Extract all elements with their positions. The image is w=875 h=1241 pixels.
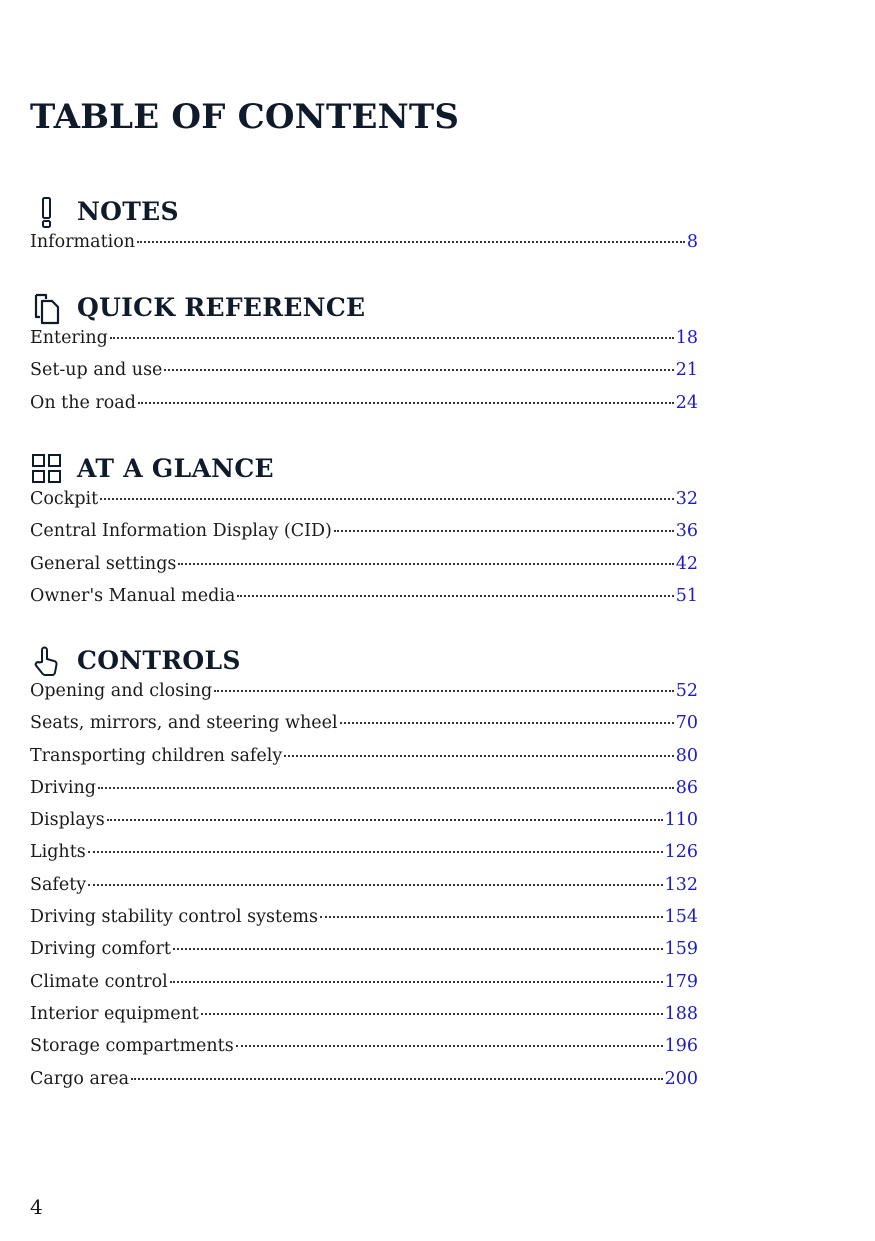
toc-page-link[interactable]: 8 bbox=[686, 232, 698, 252]
section-at-a-glance bbox=[30, 449, 698, 618]
toc-page-link[interactable]: 32 bbox=[675, 489, 698, 509]
toc-entry-label: Driving comfort bbox=[30, 939, 171, 960]
toc-entry-driving-comfort[interactable] bbox=[30, 939, 698, 971]
toc-page-link[interactable]: 86 bbox=[675, 777, 698, 798]
toc-page-link[interactable]: 126 bbox=[664, 842, 698, 863]
toc-page-link[interactable]: 188 bbox=[664, 1003, 698, 1024]
toc-page-link[interactable]: 52 bbox=[675, 681, 698, 701]
toc-entry-label: Displays bbox=[30, 810, 105, 831]
toc-entry-driving-stability[interactable] bbox=[30, 907, 698, 939]
toc-entry-on-the-road[interactable] bbox=[30, 393, 698, 425]
toc-page-link[interactable]: 21 bbox=[675, 360, 698, 381]
section-title: AT A GLANCE bbox=[77, 454, 274, 483]
toc-entry-label: Information bbox=[30, 232, 136, 252]
exclamation-icon bbox=[30, 195, 64, 229]
toc-entry-label: Driving bbox=[30, 777, 96, 798]
dot-leader bbox=[88, 884, 662, 886]
section-notes bbox=[30, 192, 698, 264]
toc-entry-driving[interactable] bbox=[30, 778, 698, 810]
dot-leader bbox=[164, 369, 673, 371]
toc-entry-label: Entering bbox=[30, 328, 108, 348]
section-controls bbox=[30, 641, 698, 1101]
dot-leader bbox=[138, 402, 674, 404]
dot-leader bbox=[110, 337, 674, 339]
toc-entry-climate-control[interactable] bbox=[30, 972, 698, 1004]
page-number: 4 bbox=[30, 1195, 43, 1219]
hand-pointer-icon bbox=[30, 644, 64, 678]
section-title: NOTES bbox=[77, 197, 179, 226]
toc-entry-cid[interactable] bbox=[30, 521, 698, 553]
toc-page-link[interactable]: 51 bbox=[675, 585, 698, 606]
toc-entry-label: Driving stability control systems bbox=[30, 907, 318, 928]
toc-entry-cockpit[interactable] bbox=[30, 489, 698, 521]
toc-entry-lights[interactable] bbox=[30, 842, 698, 874]
dot-leader bbox=[178, 563, 673, 565]
grid-icon bbox=[30, 452, 64, 486]
dot-leader bbox=[236, 1045, 663, 1047]
toc-page-link[interactable]: 42 bbox=[675, 553, 698, 574]
toc-entry-label: Seats, mirrors, and steering wheel bbox=[30, 713, 338, 734]
toc-page-link[interactable]: 200 bbox=[664, 1068, 698, 1089]
toc-entry-interior-equipment[interactable] bbox=[30, 1004, 698, 1036]
toc-page-link[interactable]: 36 bbox=[675, 521, 698, 542]
dot-leader bbox=[98, 787, 674, 789]
toc-entry-label: Cockpit bbox=[30, 489, 99, 509]
dot-leader bbox=[170, 981, 663, 983]
toc-page-link[interactable]: 80 bbox=[675, 745, 698, 766]
section-header bbox=[30, 449, 698, 489]
toc-entry-label: Safety bbox=[30, 874, 87, 895]
section-title: CONTROLS bbox=[77, 646, 241, 675]
dot-leader bbox=[201, 1013, 663, 1015]
toc-entry-label: Owner's Manual media bbox=[30, 585, 236, 606]
toc-page-link[interactable]: 179 bbox=[664, 971, 698, 992]
dot-leader bbox=[88, 851, 663, 853]
documents-icon bbox=[30, 291, 64, 325]
dot-leader bbox=[334, 530, 674, 532]
page-title: TABLE OF CONTENTS bbox=[30, 97, 460, 137]
toc-entry-opening-and-closing[interactable] bbox=[30, 681, 698, 713]
toc-entry-label: Climate control bbox=[30, 971, 168, 992]
toc-page-link[interactable]: 132 bbox=[664, 874, 698, 895]
toc-entry-safety[interactable] bbox=[30, 875, 698, 907]
toc-entry-displays[interactable] bbox=[30, 810, 698, 842]
dot-leader bbox=[320, 916, 663, 918]
toc-entry-label: On the road bbox=[30, 392, 136, 413]
toc-page-link[interactable]: 18 bbox=[675, 328, 698, 348]
toc-entry-general-settings[interactable] bbox=[30, 554, 698, 586]
toc-page-link[interactable]: 196 bbox=[664, 1036, 698, 1057]
toc-entry-cargo-area[interactable] bbox=[30, 1069, 698, 1101]
toc-entry-label: General settings bbox=[30, 553, 177, 574]
section-header bbox=[30, 641, 698, 681]
toc-entry-label: Opening and closing bbox=[30, 681, 213, 701]
dot-leader bbox=[131, 1078, 663, 1080]
toc-entry-storage-compartments[interactable] bbox=[30, 1036, 698, 1068]
toc-entry-seats-mirrors[interactable] bbox=[30, 713, 698, 745]
section-header bbox=[30, 192, 698, 232]
toc-entry-information[interactable] bbox=[30, 232, 698, 264]
toc-page-link[interactable]: 159 bbox=[664, 939, 698, 960]
toc-entry-set-up-and-use[interactable] bbox=[30, 360, 698, 392]
section-quick-reference bbox=[30, 288, 698, 425]
section-header bbox=[30, 288, 698, 328]
toc-page-link[interactable]: 154 bbox=[664, 907, 698, 928]
dot-leader bbox=[100, 498, 674, 500]
dot-leader bbox=[173, 948, 663, 950]
dot-leader bbox=[284, 755, 673, 757]
toc-entry-label: Lights bbox=[30, 842, 86, 863]
dot-leader bbox=[214, 690, 673, 692]
dot-leader bbox=[137, 241, 685, 243]
toc-page-link[interactable]: 70 bbox=[675, 713, 698, 734]
section-title: QUICK REFERENCE bbox=[77, 293, 366, 322]
toc-entry-label: Cargo area bbox=[30, 1068, 130, 1089]
toc-page-link[interactable]: 24 bbox=[675, 392, 698, 413]
toc-entry-owners-manual-media[interactable] bbox=[30, 586, 698, 618]
toc-entry-label: Storage compartments bbox=[30, 1036, 234, 1057]
toc-page-link[interactable]: 110 bbox=[664, 810, 698, 831]
toc-entry-label: Set-up and use bbox=[30, 360, 163, 381]
toc-entry-entering[interactable] bbox=[30, 328, 698, 360]
toc-entry-label: Central Information Display (CID) bbox=[30, 521, 332, 542]
dot-leader bbox=[237, 595, 673, 597]
toc-entry-label: Interior equipment bbox=[30, 1003, 199, 1024]
dot-leader bbox=[340, 722, 674, 724]
toc-entry-label: Transporting children safely bbox=[30, 745, 283, 766]
dot-leader bbox=[107, 819, 663, 821]
toc-entry-transporting-children[interactable] bbox=[30, 746, 698, 778]
